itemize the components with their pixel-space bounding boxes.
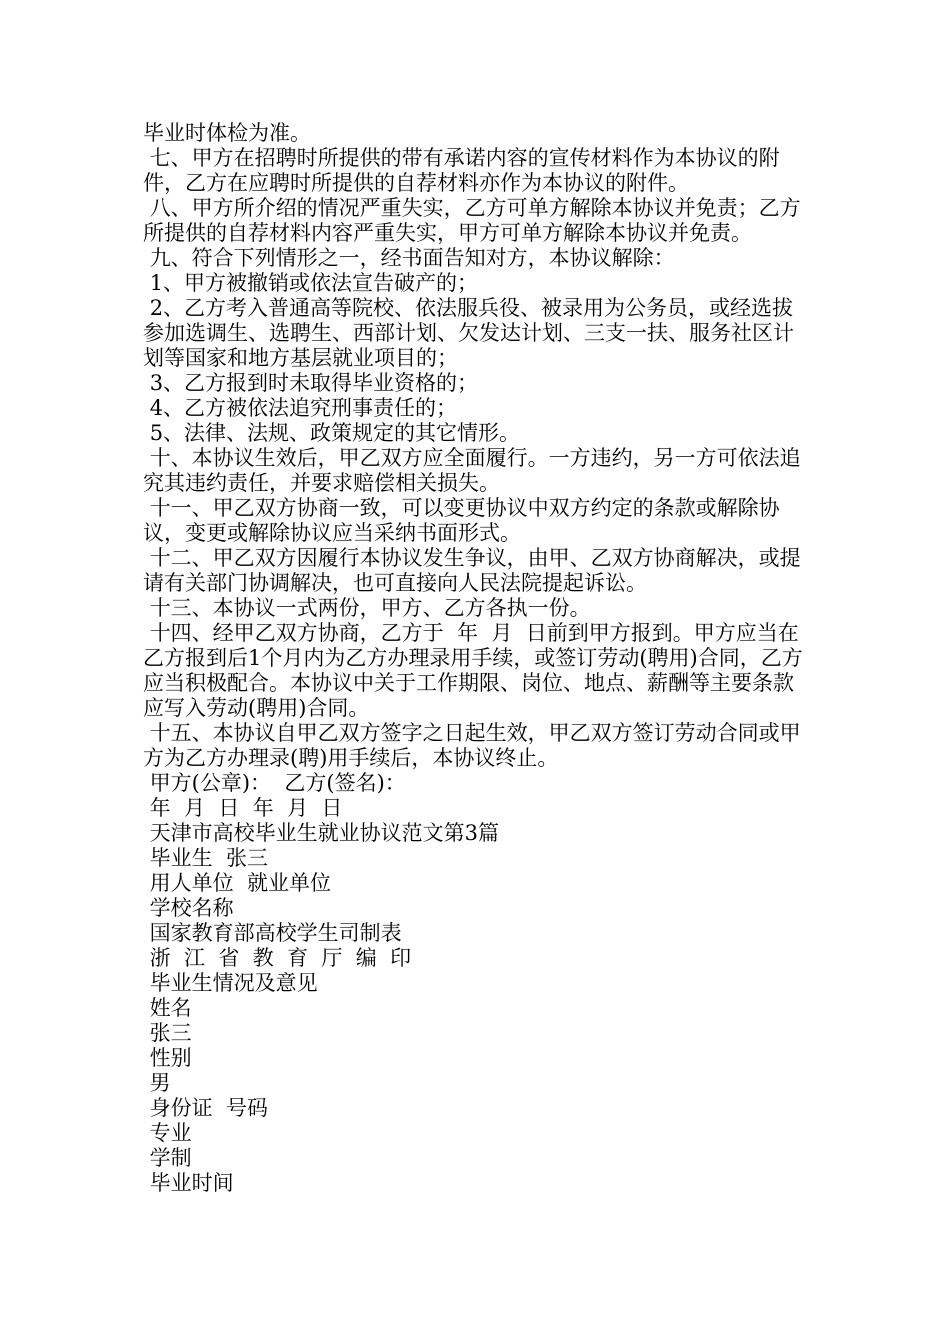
clause-9-item-2: 2、乙方考入普通高等院校、依法服兵役、被录用为公务员，或经选拔参加选调生、选聘生、西部计划、欠发达计划、三支一扶、服务社区计划等国家和地方基层就业项目的； — [143, 296, 794, 370]
clause-9: 九、符合下列情形之一，经书面告知对方，本协议解除： — [143, 246, 675, 270]
section-title: 天津市高校毕业生就业协议范文第3篇 — [143, 821, 500, 845]
clause-9-item-4: 4、乙方被依法追究刑事责任的； — [143, 396, 458, 420]
field-graduation-time-label: 毕业时间 — [143, 1171, 234, 1195]
clause-11: 十一、甲乙双方协商一致，可以变更协议中双方约定的条款或解除协议，变更或解除协议应当采纳书面形式。 — [143, 496, 780, 545]
graduate-info-heading: 毕业生情况及意见 — [143, 971, 318, 995]
clause-9-item-1: 1、甲方被撤销或依法宣告破产的； — [143, 271, 479, 295]
document-page — [143, 121, 813, 1196]
school-name-line: 学校名称 — [143, 896, 234, 920]
field-duration-label: 学制 — [143, 1146, 192, 1170]
field-major-label: 专业 — [143, 1121, 192, 1145]
issuer-line: 国家教育部高校学生司制表 — [143, 921, 402, 945]
clause-9-item-5: 5、法律、法规、政策规定的其它情形。 — [143, 421, 521, 445]
field-name-label: 姓名 — [143, 996, 192, 1020]
field-name-value: 张三 — [143, 1021, 192, 1045]
clause-10: 十、本协议生效后，甲乙双方应全面履行。一方违约，另一方可依法追究其违约责任，并要求赔偿相关损失。 — [143, 446, 801, 495]
clause-7: 七、甲方在招聘时所提供的带有承诺内容的宣传材料作为本协议的附件，乙方在应聘时所提供的自荐材料亦作为本协议的附件。 — [143, 146, 780, 195]
clause-15: 十五、本协议自甲乙双方签字之日起生效，甲乙双方签订劳动合同或甲方为乙方办理录(聘)用手续后，本协议终止。 — [143, 721, 801, 770]
date-line: 年 月 日 年 月 日 — [143, 796, 343, 820]
field-gender-label: 性别 — [143, 1046, 192, 1070]
field-gender-value: 男 — [143, 1071, 171, 1095]
clause-13: 十三、本协议一式两份，甲方、乙方各执一份。 — [143, 596, 591, 620]
clause-8: 八、甲方所介绍的情况严重失实，乙方可单方解除本协议并免责；乙方所提供的自荐材料内容严重失实，甲方可单方解除本协议并免责。 — [143, 196, 801, 245]
paragraph-health-check: 毕业时体检为准。 — [143, 121, 311, 145]
signature-line: 甲方(公章)： 乙方(签名)： — [143, 771, 406, 795]
graduate-line: 毕业生 张三 — [143, 846, 269, 870]
field-id-label: 身份证 号码 — [143, 1096, 269, 1120]
clause-12: 十二、甲乙双方因履行本协议发生争议，由甲、乙双方协商解决，或提请有关部门协调解决，也可直接向人民法院提起诉讼。 — [143, 546, 801, 595]
employer-line: 用人单位 就业单位 — [143, 871, 332, 895]
clause-9-item-3: 3、乙方报到时未取得毕业资格的； — [143, 371, 479, 395]
clause-14: 十四、经甲乙双方协商，乙方于 年 月 日前到甲方报到。甲方应当在乙方报到后1个月内为乙方办理录用手续，或签订劳动(聘用)合同，乙方应当积极配合。本协议中关于工作期限、岗位、地点、薪酬等主要条款应写入劳动(聘用)合同。 — [143, 621, 803, 720]
printer-line: 浙 江 省 教 育 厅 编 印 — [143, 946, 412, 970]
